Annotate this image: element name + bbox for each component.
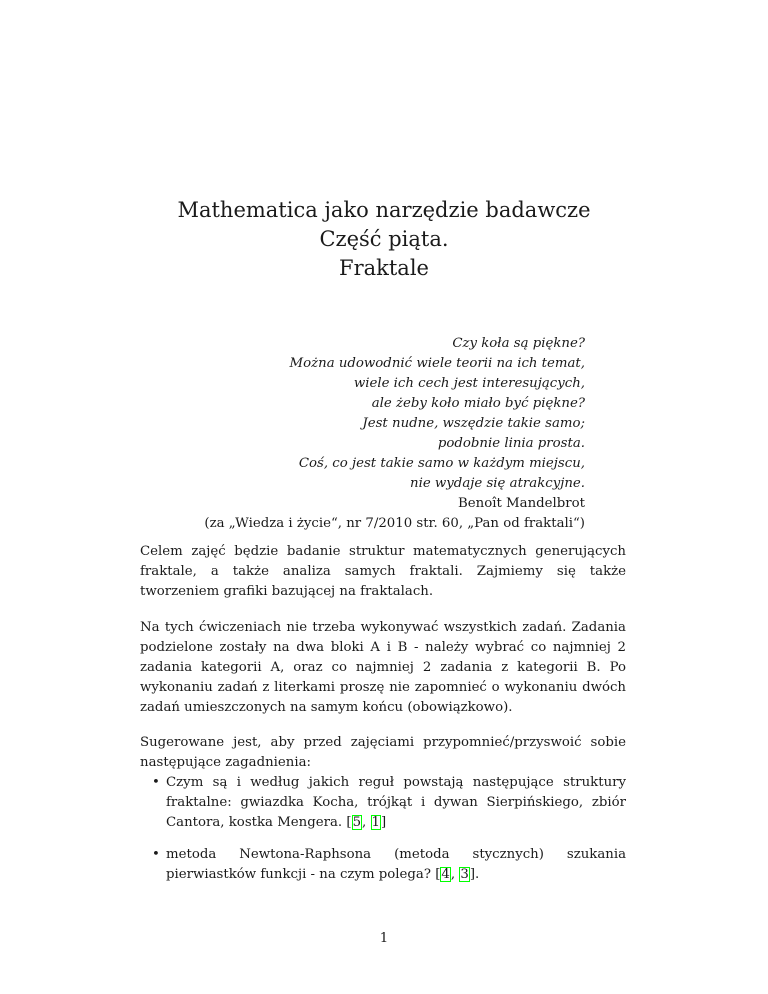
quote-line: Coś, co jest takie samo w każdym miejscu, xyxy=(298,456,585,471)
document-title xyxy=(0,196,768,283)
instructions-paragraph: Na tych ćwiczeniach nie trzeba wykonywać wszystkich zadań. Zadania podzielone zostały na dwa bloki A i B - należy wybrać co najmniej 2 zadania kategorii A, oraz co najmniej 2 zadania z kategorii B. Po wykonaniu zadań z literkami proszę nie zapomnieć o wykonaniu dwóch zadań umieszczonych na samym końcu (obowiązkowo). xyxy=(140,620,626,715)
citation-link[interactable]: 1 xyxy=(371,815,380,830)
quote-line: wiele ich cech jest interesujących, xyxy=(353,376,585,391)
bullet-icon: • xyxy=(152,847,160,862)
quote-line: ale żeby koło miało być piękne? xyxy=(371,396,585,411)
title-line-1: Mathematica jako narzędzie badawcze xyxy=(177,198,591,222)
quote-source: (za „Wiedza i życie“, nr 7/2010 str. 60, „Pan od fraktali“) xyxy=(204,516,585,531)
list-item: • Czym są i według jakich reguł powstają następujące struktury fraktalne: gwiazdka Kocha, trójkąt i dywan Sierpińskiego, zbiór Cantora, kostka Mengera. [5, 1] xyxy=(152,775,626,830)
title-line-2: Część piąta. xyxy=(319,227,449,251)
page-number: 1 xyxy=(379,931,389,946)
epigraph-quote xyxy=(204,334,585,534)
intro-paragraph: Celem zajęć będzie badanie struktur matematycznych generujących fraktale, a także analiza samych fraktali. Zajmiemy się także tworzeniem grafiki bazującej na fraktalach. xyxy=(140,544,626,599)
quote-line: Jest nudne, wszędzie takie samo; xyxy=(362,416,585,431)
list-item-text: metoda Newtona-Raphsona (metoda stycznych) szukania pierwiastków funkcji - na czym polega? xyxy=(166,847,626,882)
topics-list xyxy=(152,773,626,897)
quote-line: nie wydaje się atrakcyjne. xyxy=(410,476,585,491)
suggestions-paragraph: Sugerowane jest, aby przed zajęciami przypomnieć/przyswoić sobie następujące zagadnienia: xyxy=(140,735,626,770)
quote-line: Można udowodnić wiele teorii na ich temat, xyxy=(289,356,585,371)
list-item: • metoda Newtona-Raphsona (metoda stycznych) szukania pierwiastków funkcji - na czym polega? [4, 3]. xyxy=(152,847,626,882)
title-line-3: Fraktale xyxy=(339,256,429,280)
list-item-text: Czym są i według jakich reguł powstają następujące struktury fraktalne: gwiazdka Kocha, trójkąt i dywan Sierpińskiego, zbiór Cantora, kostka Mengera. xyxy=(166,775,626,830)
quote-line: Czy koła są piękne? xyxy=(452,336,585,351)
bullet-icon: • xyxy=(152,775,160,790)
citation-link[interactable]: 5 xyxy=(352,815,362,830)
quote-author: Benoît Mandelbrot xyxy=(458,496,585,511)
citation-link[interactable]: 3 xyxy=(460,867,469,882)
quote-line: podobnie linia prosta. xyxy=(437,436,585,451)
citation-link[interactable]: 4 xyxy=(441,867,450,882)
